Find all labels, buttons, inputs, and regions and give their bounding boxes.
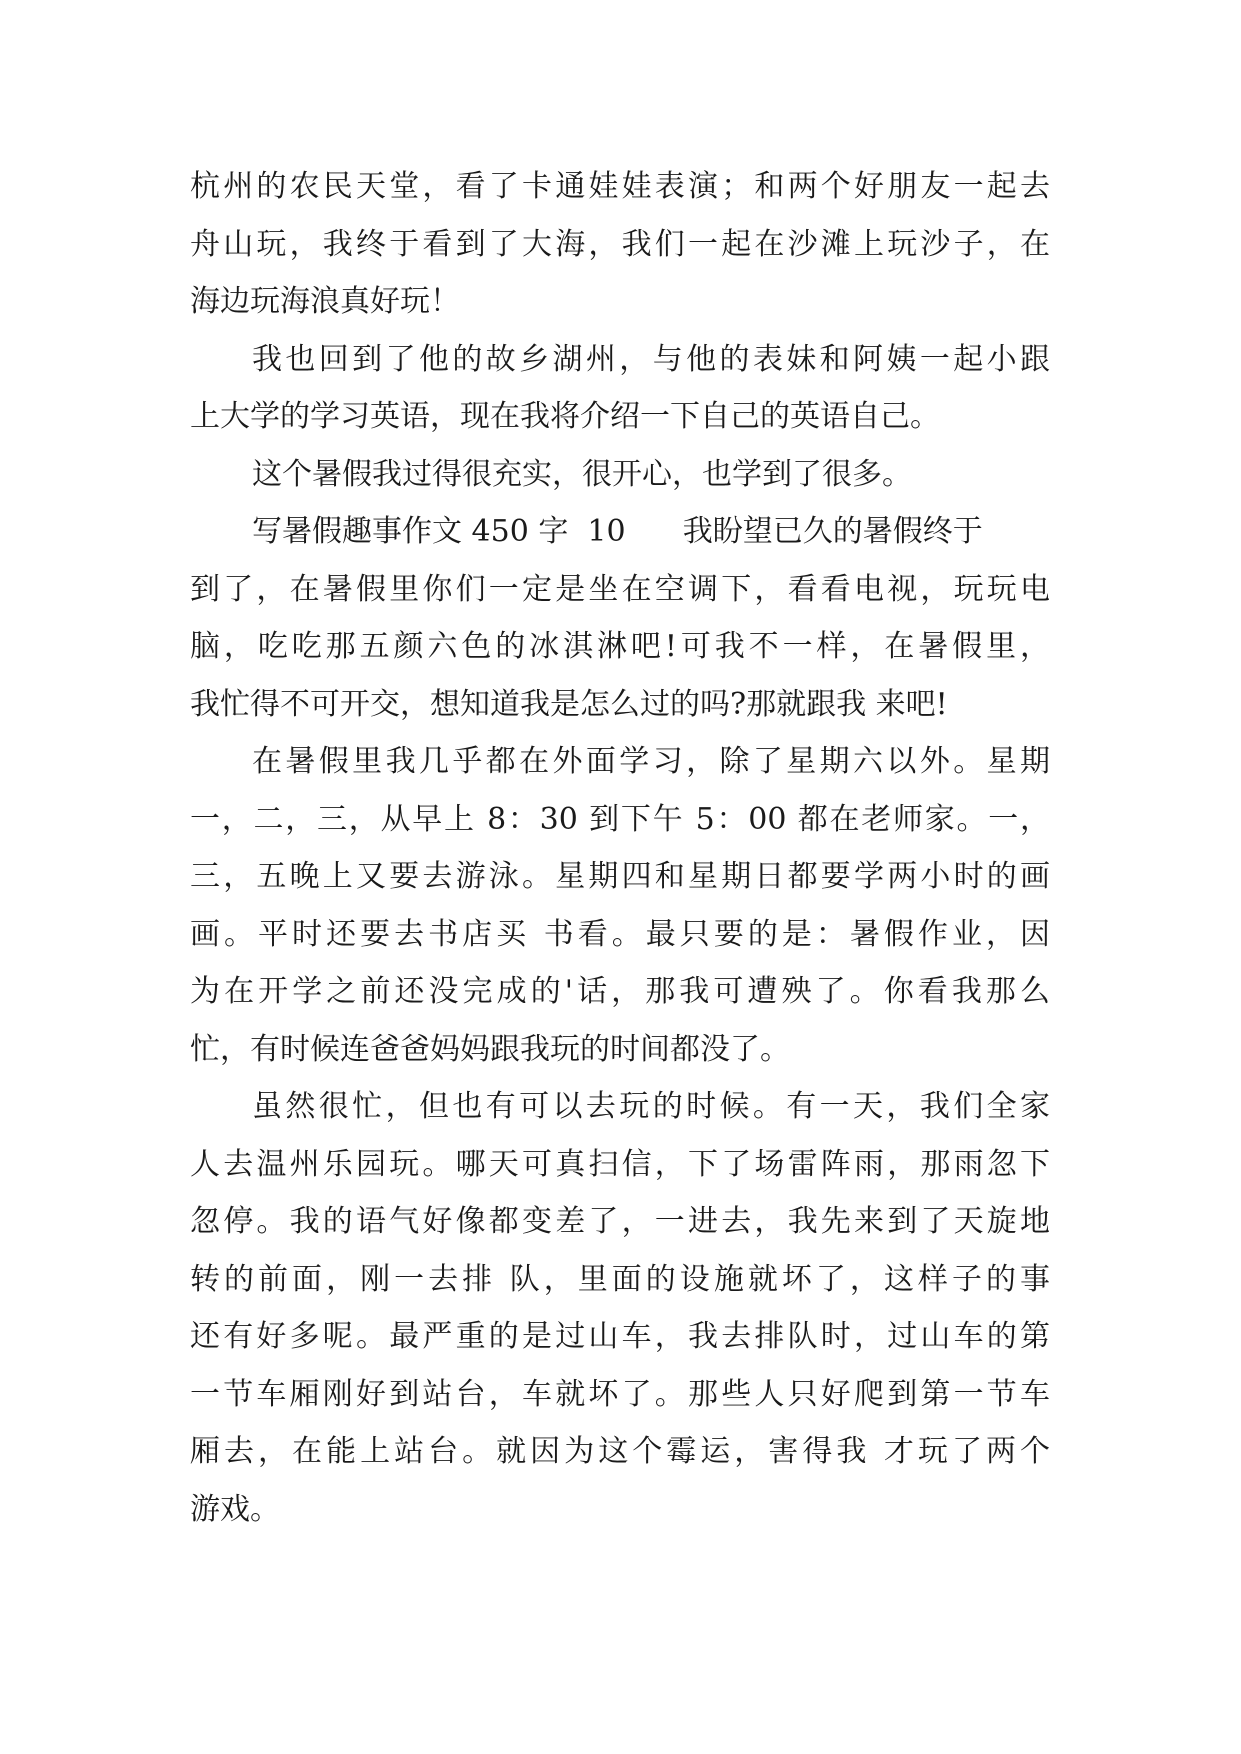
text-line: 虽然很忙，但也有可以去玩的时候。有一天，我们全家: [252, 1089, 1050, 1124]
text-line: 我也回到了他的故乡湖州，与他的表妹和阿姨一起小跟: [252, 341, 1050, 377]
text-line: 一节车厢刚好到站台，车就坏了。那些人只好爬到第一节车: [190, 1376, 1050, 1412]
text-line: 脑，吃吃那五颜六色的冰淇淋吧!可我不一样，在暑假里，: [190, 629, 1050, 664]
text-line: 海边玩海浪真好玩！: [190, 284, 460, 319]
text-line: 忽停。我的语气好像都变差了，一进去，我先来到了天旋地: [190, 1204, 1050, 1239]
text-line: 在暑假里我几乎都在外面学习，除了星期六以外。星期: [252, 744, 1050, 779]
text-line: 厢去，在能上站台。就因为这个霉运，害得我 才玩了两个: [190, 1434, 1050, 1469]
text-line: 一，二，三，从早上 8：30 到下午 5：00 都在老师家。一，: [190, 801, 1050, 837]
text-line: 杭州的农民天堂，看了卡通娃娃表演；和两个好朋友一起去: [190, 169, 1050, 204]
text-line: 画。平时还要去书店买 书看。最只要的是：暑假作业，因: [190, 916, 1050, 952]
text-line: 人去温州乐园玩。哪天可真扫信，下了场雷阵雨，那雨忽下: [190, 1146, 1050, 1182]
text-line: 转的前面，刚一去排 队，里面的设施就坏了，这样子的事: [190, 1261, 1050, 1297]
text-line: 还有好多呢。最严重的是过山车，我去排队时，过山车的第: [190, 1319, 1050, 1354]
text-line: 写暑假趣事作文 450 字 10 我盼望已久的暑假终于: [252, 514, 983, 549]
article-body: [190, 158, 1050, 1538]
text-line: 我忙得不可开交，想知道我是怎么过的吗?那就跟我 来吧!: [190, 686, 948, 722]
text-line: 到了，在暑假里你们一定是坐在空调下，看看电视，玩玩电: [190, 571, 1050, 607]
text-line: 这个暑假我过得很充实，很开心，也学到了很多。: [252, 456, 912, 492]
text-line: 游戏。: [190, 1491, 280, 1527]
text-line: 上大学的学习英语，现在我将介绍一下自己的英语自己。: [190, 399, 940, 434]
text-line: 舟山玩，我终于看到了大海，我们一起在沙滩上玩沙子，在: [190, 226, 1050, 262]
text-line: 为在开学之前还没完成的'话，那我可遭殃了。你看我那么: [190, 974, 1050, 1009]
text-line: 忙，有时候连爸爸妈妈跟我玩的时间都没了。: [190, 1031, 790, 1067]
text-line: 三，五晚上又要去游泳。星期四和星期日都要学两小时的画: [190, 859, 1050, 894]
